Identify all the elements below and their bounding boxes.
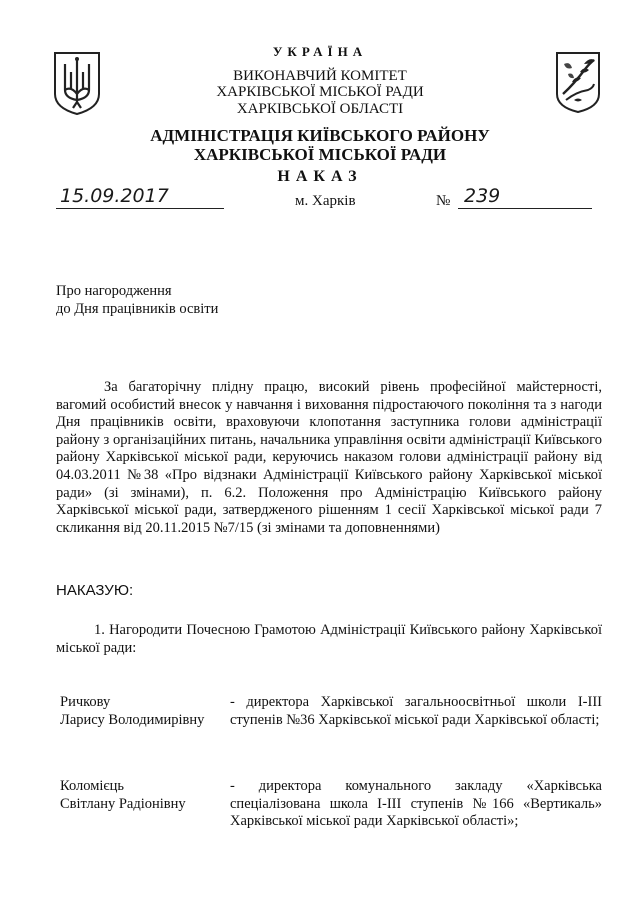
awardee-name	[60, 694, 230, 729]
handwritten-date: 15.09.2017	[56, 183, 224, 209]
document-type-heading: НАКАЗ	[277, 168, 363, 185]
order-subject	[56, 282, 218, 318]
executive-committee-line: ХАРКІВСЬКОЇ ОБЛАСТІ	[236, 101, 404, 117]
awardee-surname: Коломієць	[60, 778, 125, 794]
awardee-position: - директора Харківської загальноосвітньої школи І-ІІІ ступенів №36 Харківської міської ради Харківської області;	[230, 694, 602, 728]
executive-committee-line: ХАРКІВСЬКОЇ МІСЬКОЇ РАДИ	[216, 84, 424, 100]
executive-committee-line: ВИКОНАВЧИЙ КОМІТЕТ	[233, 68, 407, 84]
country-heading: УКРАЇНА	[272, 44, 368, 59]
order-item-1-text: 1. Нагородити Почесною Грамотою Адміністрації Київського району Харківської міської ради:	[56, 622, 602, 656]
awardee-given-names: Світлану Радіонівну	[60, 795, 186, 812]
administration-heading: АДМІНІСТРАЦІЯ КИЇВСЬКОГО РАЙОНУ	[150, 126, 490, 145]
city-label: м. Харків	[295, 193, 356, 209]
preamble-paragraph	[56, 379, 602, 537]
subject-line: Про нагородження	[56, 283, 172, 299]
handwritten-number: 239	[458, 183, 592, 209]
number-sign: №	[436, 193, 451, 209]
order-word: НАКАЗУЮ:	[56, 582, 134, 599]
subject-line: до Дня працівників освіти	[56, 301, 219, 317]
administration-heading: ХАРКІВСЬКОЇ МІСЬКОЇ РАДИ	[193, 145, 447, 164]
order-item-1	[56, 621, 602, 657]
awardee-given-names: Ларису Володимирівну	[60, 711, 205, 728]
awardee-surname: Ричкову	[60, 694, 111, 710]
awardee-name	[60, 778, 230, 813]
preamble-text: За багаторічну плідну працю, високий рівень професійної майстерності, вагомий особистий внесок у навчання і виховання підростаючого покоління та з нагоди Дня працівників освіти, враховуючи клопотання заступника голови адміністрації району з організаційних питань, начальника управління освіти адміністрації Київського району Харківської міської ради, керуючись наказом голови адміністрації району від 04.03.2011 №38 «Про відзнаки Адміністрації Київського району Харківської міської ради» (зі змінами), п. 6.2. Положення про Адміністрацію Київського району Харківської міської ради, затвердженого рішенням 1 сесії Харківської міської ради 7 скликання від 20.11.2015 №7/15 (зі змінами та доповненнями)	[56, 379, 602, 536]
awardee-position: - директора комунального закладу «Харківська спеціалізована школа І-ІІІ ступенів №166 «Вертикаль» Харківської міської ради Харківської області»;	[230, 778, 602, 830]
